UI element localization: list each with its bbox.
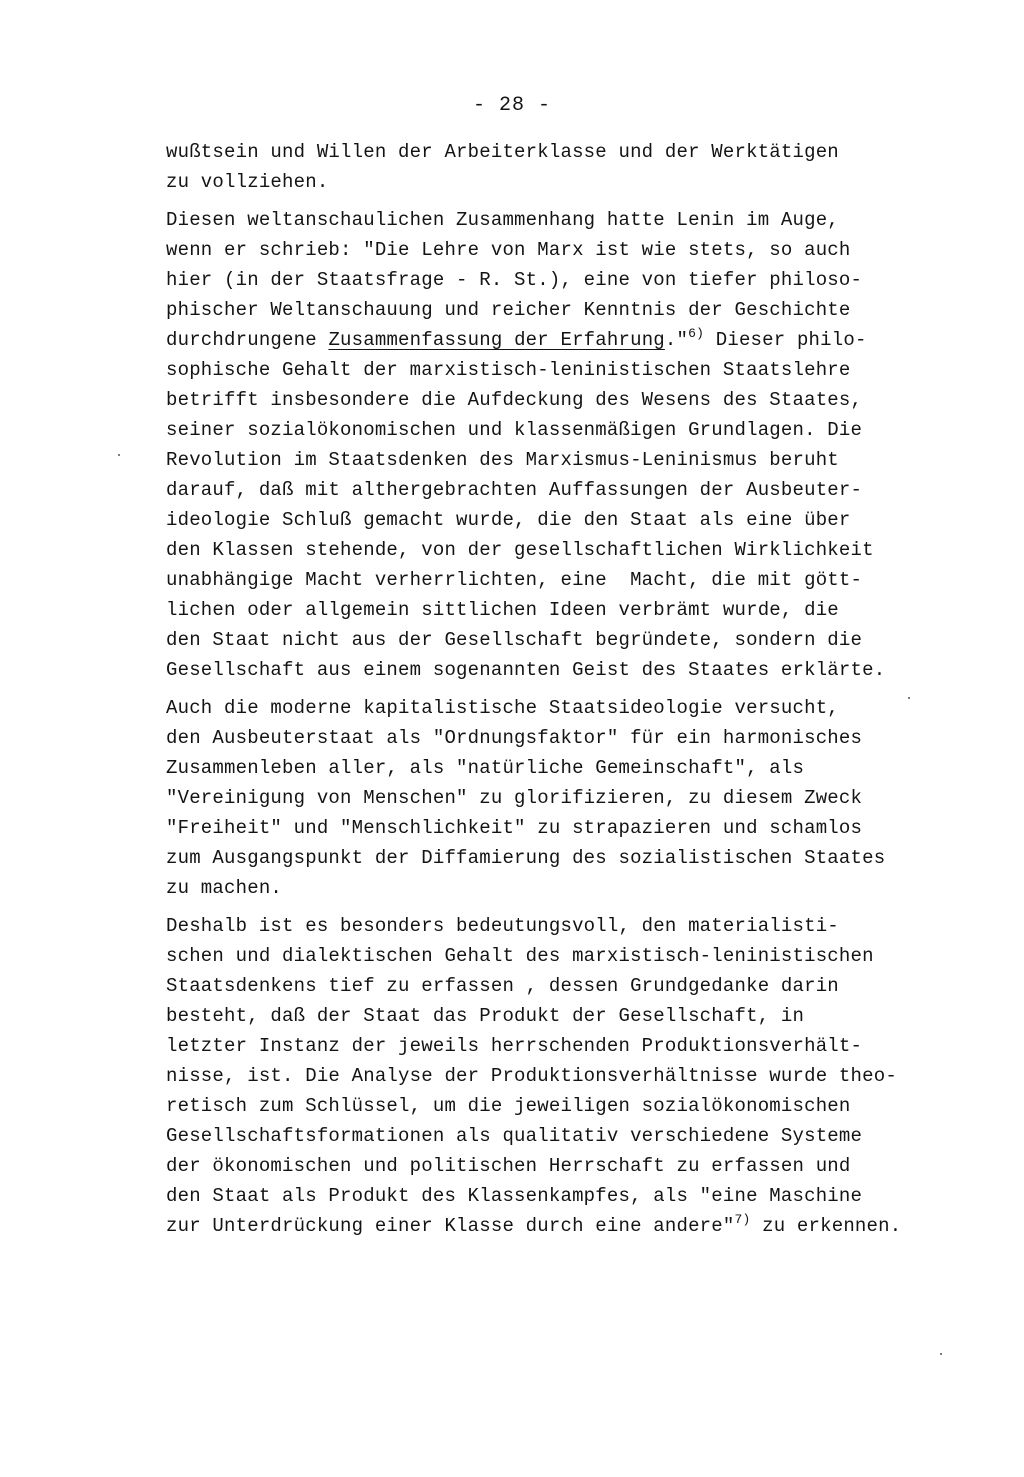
- text-line: "Freiheit" und "Menschlichkeit" zu strapazieren und schamlos: [166, 817, 863, 839]
- paragraph-4: [166, 911, 946, 1241]
- paragraph-3: [166, 693, 946, 903]
- text-line: Zusammenleben aller, als "natürliche Gemeinschaft", als: [166, 757, 805, 779]
- text-line: den Staat nicht aus der Gesellschaft begründete, sondern die: [166, 629, 863, 651]
- text-line: sophische Gehalt der marxistisch-leninistischen Staatslehre: [166, 359, 851, 381]
- text-line: seiner sozialökonomischen und klassenmäßigen Grundlagen. Die: [166, 419, 863, 441]
- text-line: Gesellschaft aus einem sogenannten Geist des Staates erklärte.: [166, 659, 886, 681]
- text-line: Revolution im Staatsdenken des Marxismus-Leninismus beruht: [166, 449, 839, 471]
- text-line: betrifft insbesondere die Aufdeckung des Wesens des Staates,: [166, 389, 863, 411]
- text-line: zu vollziehen.: [166, 171, 329, 193]
- text-fragment: .": [664, 329, 689, 351]
- text-line: darauf, daß mit althergebrachten Auffassungen der Ausbeuter-: [166, 479, 863, 501]
- text-line: Staatsdenkens tief zu erfassen , dessen Grundgedanke darin: [166, 975, 839, 997]
- text-line: zu machen.: [166, 877, 283, 899]
- text-line: Auch die moderne kapitalistische Staatsideologie versucht,: [166, 697, 839, 719]
- text-line: der ökonomischen und politischen Herrschaft zu erfassen und: [166, 1155, 851, 1177]
- text-line-with-footnote: [166, 1211, 946, 1241]
- paragraph-2: [166, 205, 946, 685]
- text-line: "Vereinigung von Menschen" zu glorifizieren, zu diesem Zweck: [166, 787, 863, 809]
- page-number: - 28 -: [472, 94, 551, 117]
- text-fragment: zu erkennen.: [750, 1215, 902, 1237]
- text-line: den Ausbeuterstaat als "Ordnungsfaktor" für ein harmonisches: [166, 727, 863, 749]
- text-line: nisse, ist. Die Analyse der Produktionsverhältnisse wurde theo-: [166, 1065, 897, 1087]
- text-line: wenn er schrieb: "Die Lehre von Marx ist wie stets, so auch: [166, 239, 851, 261]
- footnote-marker: 6): [688, 326, 705, 341]
- text-line: phischer Weltanschauung und reicher Kenntnis der Geschichte: [166, 299, 851, 321]
- text-line: zum Ausgangspunkt der Diffamierung des sozialistischen Staates: [166, 847, 886, 869]
- text-line: den Klassen stehende, von der gesellschaftlichen Wirklichkeit: [166, 539, 874, 561]
- body-text: [166, 137, 946, 1241]
- text-line: lichen oder allgemein sittlichen Ideen verbrämt wurde, die: [166, 599, 839, 621]
- text-line: hier (in der Staatsfrage - R. St.), eine von tiefer philoso-: [166, 269, 863, 291]
- text-line-with-footnote: [166, 325, 946, 355]
- text-fragment: zur Unterdrückung einer Klasse durch eine andere": [166, 1215, 735, 1237]
- scan-speck: [908, 697, 910, 699]
- footnote-marker: 7): [734, 1212, 751, 1227]
- text-line: letzter Instanz der jeweils herrschenden Produktionsverhält-: [166, 1035, 863, 1057]
- text-line: Diesen weltanschaulichen Zusammenhang hatte Lenin im Auge,: [166, 209, 839, 231]
- text-line: ideologie Schluß gemacht wurde, die den Staat als eine über: [166, 509, 851, 531]
- text-line: den Staat als Produkt des Klassenkampfes, als "eine Maschine: [166, 1185, 863, 1207]
- scan-speck: [118, 454, 120, 456]
- text-line: wußtsein und Willen der Arbeiterklasse und der Werktätigen: [166, 141, 839, 163]
- underlined-phrase: Zusammenfassung der Erfahrung: [328, 329, 665, 351]
- text-line: Deshalb ist es besonders bedeutungsvoll, den materialisti-: [166, 915, 839, 937]
- text-line: schen und dialektischen Gehalt des marxistisch-leninistischen: [166, 945, 874, 967]
- text-fragment: durchdrungene: [166, 329, 329, 351]
- scan-speck: [940, 1353, 942, 1355]
- text-line: retisch zum Schlüssel, um die jeweiligen sozialökonomischen: [166, 1095, 851, 1117]
- paragraph-1: [166, 137, 946, 197]
- text-line: unabhängige Macht verherrlichten, eine Macht, die mit gött-: [166, 569, 863, 591]
- text-line: Gesellschaftsformationen als qualitativ verschiedene Systeme: [166, 1125, 863, 1147]
- text-fragment: Dieser philo-: [704, 329, 867, 351]
- text-line: besteht, daß der Staat das Produkt der Gesellschaft, in: [166, 1005, 805, 1027]
